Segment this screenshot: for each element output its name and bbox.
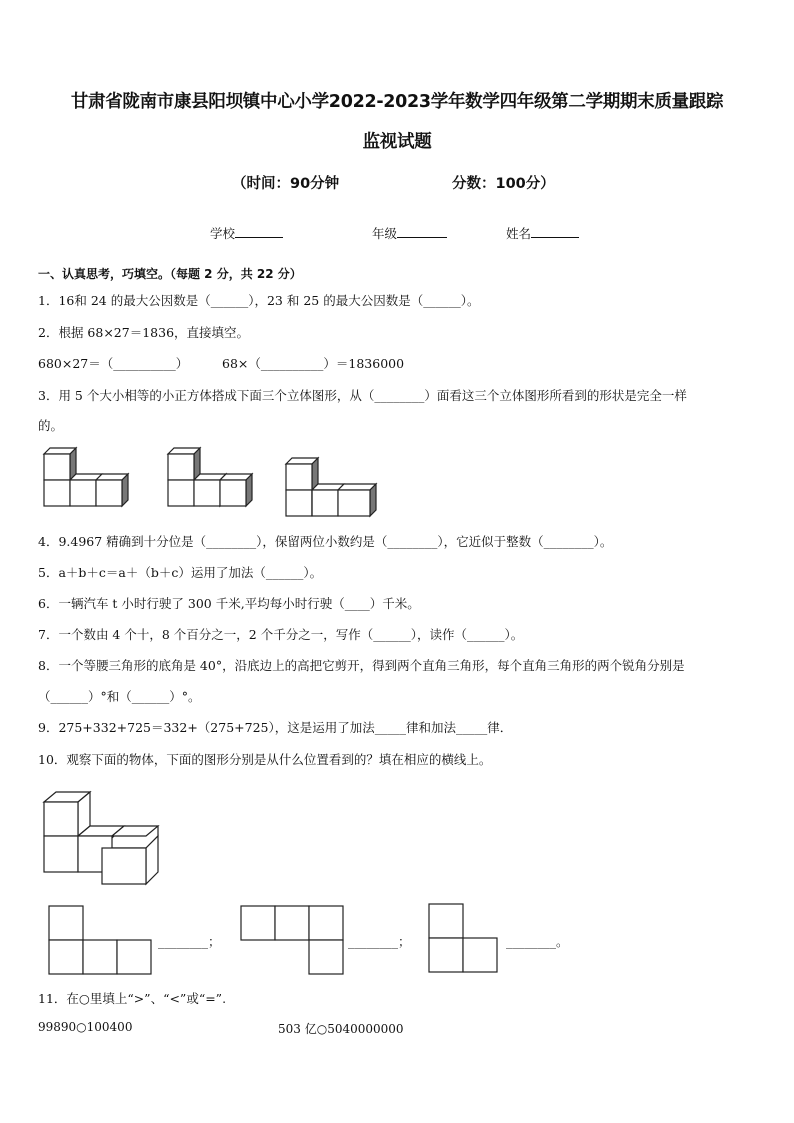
q10-view-3 — [428, 903, 498, 973]
question-2a: 680×27＝（__________） — [38, 356, 189, 371]
name-blank[interactable] — [531, 225, 579, 238]
question-11b: 503 亿○5040000000 — [278, 1022, 404, 1036]
name-label: 姓名 — [506, 226, 532, 241]
school-blank[interactable] — [235, 225, 283, 238]
question-1: 1．16和 24 的最大公因数是（______），23 和 25 的最大公因数是（______）。 — [38, 293, 480, 308]
question-11a: 99890○100400 — [38, 1020, 133, 1034]
score-label: 分数：100分） — [452, 176, 555, 192]
question-8-line2: （______）°和（______）°。 — [38, 689, 201, 704]
q10-answer-2[interactable]: ________； — [348, 934, 411, 949]
question-7: 7．一个数由 4 个十，8 个百分之一，2 个千分之一，写作（______），读作（______）。 — [38, 627, 524, 642]
q3-solid-2 — [164, 446, 254, 512]
school-field — [210, 224, 283, 242]
question-5: 5．a＋b＋c＝a＋（b＋c）运用了加法（______）。 — [38, 565, 323, 580]
section-heading: 一、认真思考，巧填空。（每题 2 分，共 22 分） — [38, 267, 302, 281]
q3-solid-3 — [282, 456, 382, 516]
question-3-line2: 的。 — [38, 418, 64, 433]
q10-answer-3[interactable]: ________。 — [506, 934, 569, 949]
q10-object — [42, 790, 162, 890]
paper-title-line2: 监视试题 — [362, 132, 432, 152]
question-11: 11．在○里填上“>”、“<”或“=”. — [38, 991, 227, 1006]
q10-view-2 — [240, 905, 344, 975]
question-8-line1: 8．一个等腰三角形的底角是 40°，沿底边上的高把它剪开，得到两个直角三角形，每个直角三角形的两个锐角分别是 — [38, 658, 685, 673]
grade-blank[interactable] — [397, 225, 447, 238]
time-label: （时间：90分钟 — [232, 176, 340, 192]
q3-solid-1 — [40, 446, 130, 512]
question-2b: 68×（__________）＝1836000 — [222, 356, 405, 371]
grade-field — [372, 224, 447, 242]
question-2: 2．根据 68×27＝1836，直接填空。 — [38, 325, 250, 340]
question-3-line1: 3．用 5 个大小相等的小正方体搭成下面三个立体图形，从（________）面看这三个立体图形所看到的形状是完全一样 — [38, 388, 687, 403]
question-9: 9．275+332+725＝332+（275+725），这是运用了加法_____律和加法_____律． — [38, 720, 513, 735]
grade-label: 年级 — [372, 226, 398, 241]
paper-title-line1: 甘肃省陇南市康县阳坝镇中心小学2022-2023学年数学四年级第二学期期末质量跟踪 — [70, 92, 724, 112]
q10-answer-1[interactable]: ________； — [158, 934, 221, 949]
question-10: 10．观察下面的物体，下面的图形分别是从什么位置看到的？填在相应的横线上。 — [38, 752, 492, 767]
q10-view-1 — [48, 905, 152, 975]
name-field — [506, 224, 579, 242]
question-6: 6．一辆汽车 t 小时行驶了 300 千米,平均每小时行驶（____）千米。 — [38, 596, 420, 611]
school-label: 学校 — [210, 226, 236, 241]
question-4: 4．9.4967 精确到十分位是（________），保留两位小数约是（________），它近似于整数（________）。 — [38, 534, 613, 549]
